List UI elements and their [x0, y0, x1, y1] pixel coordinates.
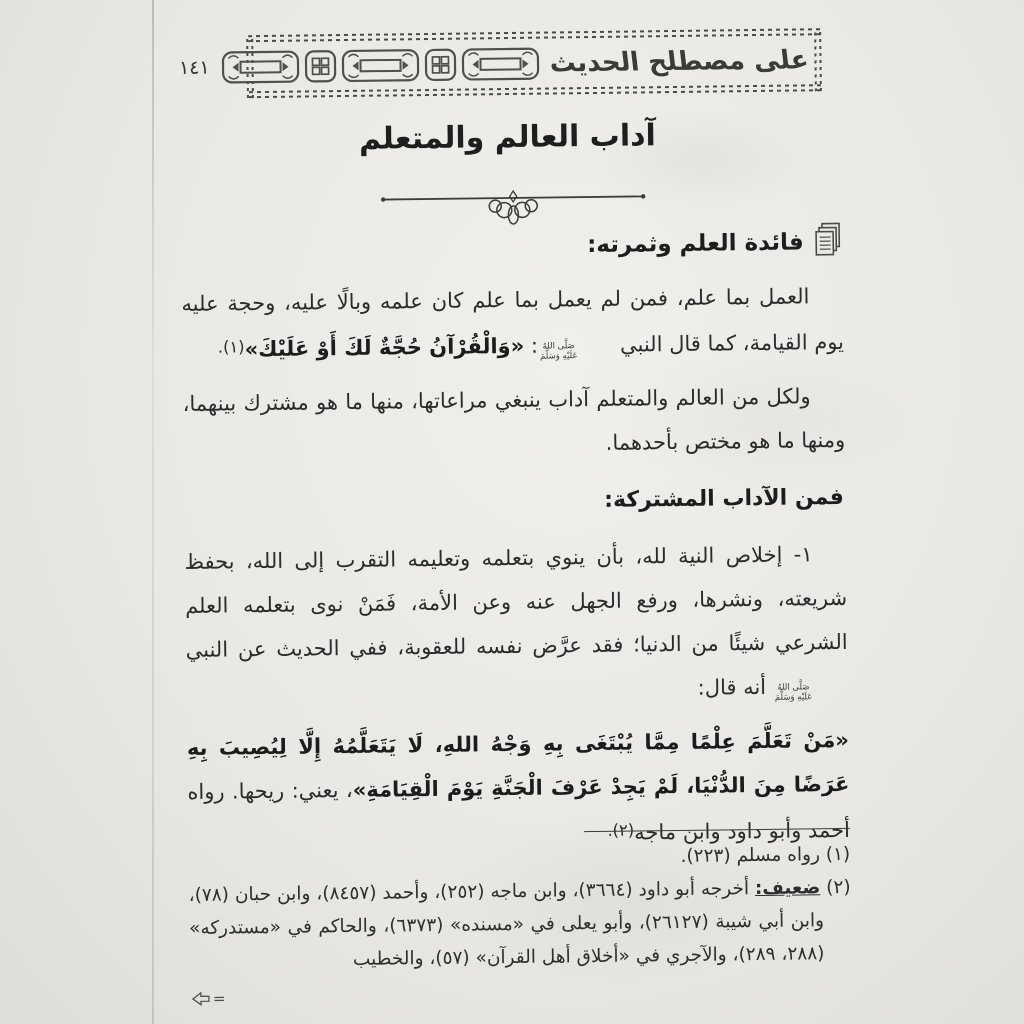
paragraph-3 [184, 532, 848, 716]
quran-quote: «وَالْقُرْآنُ حُجَّةٌ لَكَ أَوْ عَلَيْكَ» [244, 333, 525, 362]
cartouche-ornament-icon [460, 46, 540, 83]
footnotes-section [188, 828, 852, 978]
paragraph-text: : [524, 333, 539, 358]
cartouche-ornament-icon [340, 47, 420, 84]
page-number: ١٤١ [178, 56, 210, 80]
paragraph-text: ، يعني: ريحها. رواه أحمد وأبو داود وابن ماجه [187, 777, 851, 845]
grid-ornament-icon [423, 47, 457, 83]
cartouche-ornament-icon [220, 49, 300, 86]
footnote-continuation-mark [192, 990, 226, 1008]
section-heading: فائدة العلم وثمرته: [586, 229, 804, 259]
band-border-right [814, 29, 823, 91]
paragraph-text: أنه قال: [697, 674, 773, 700]
paragraph-text: العمل بما علم، فمن لم يعمل بما علم كان علمه وبالًا عليه، وحجة عليه يوم القيامة، كما قال النبي [181, 284, 845, 357]
subheading-shared-etiquette: فمن الآداب المشتركة: [604, 484, 844, 513]
footnote-ref-2: (٢). [607, 820, 635, 840]
footnote-ref-1: (١). [217, 337, 245, 357]
footnote-text: (١) رواه مسلم (٢٢٣). [680, 843, 851, 867]
band-content [178, 37, 813, 90]
salla-seal-mark: صَلَّى اللهُ عَلَيْهِ وَسَلَّمَ [774, 682, 813, 703]
hadith-quote: «مَنْ تَعَلَّمَ عِلْمًا مِمَّا يُبْتَغَى بِهِ وَجْهُ اللهِ، لَا يَتَعَلَّمُهُ إِلَّا لِيُصِيبَ بِهِ عَرَضًا مِنَ الدُّنْيَا، لَمْ يَجِدْ عَرْفَ الْجَنَّةِ يَوْمَ الْقِيَامَةِ» [186, 727, 850, 802]
left-arrow-icon [192, 992, 210, 1006]
paragraph-text: ولكل من العالم والمتعلم آداب ينبغي مراعاتها، منها ما هو مشترك بينهما، ومنها ما هو مختص بأحدهما. [182, 384, 846, 455]
header-band [178, 28, 823, 99]
footnote-2 [188, 871, 851, 978]
continuation-equals: = [212, 989, 226, 1008]
chapter-title: آداب العالم والمتعلم [358, 118, 657, 157]
footnote-number: (٢) [820, 876, 851, 899]
salla-seal-mark: صَلَّى اللهُ عَلَيْهِ وَسَلَّمَ [540, 341, 578, 362]
grid-ornament-icon [303, 48, 337, 84]
hadith-grade-label: ضعيف: [754, 877, 821, 900]
paragraph-text: ١- إخلاص النية لله، بأن ينوي بتعلمه وتعليمه التقرب إلى الله، بحفظ شريعته، ونشرها، ورفع الجهل عنه وعن الأمة، فَمَنْ نوى بتعلمه العلم الشرعي شيئًا من الدنيا؛ فقد عرَّض نفسه للعقوبة، ففي الحديث عن النبي [184, 542, 848, 662]
paragraph-1 [181, 274, 844, 372]
paragraph-2 [182, 374, 845, 470]
pages-icon [812, 222, 842, 262]
section-heading-row [587, 222, 843, 265]
body-text [181, 274, 850, 870]
header-ornaments [220, 46, 540, 86]
book-title-calligraphy: على مصطلح الحديث [547, 45, 811, 79]
footnote-text: أخرجه أبو داود (٣٦٦٤)، وابن ماجه (٢٥٢)، وأحمد (٨٤٥٧)، وابن حبان (٧٨)، وابن أبي شيبة (٢٦١٢٧)، وأبو يعلى في «مسنده» (٦٣٧٣)، والحاكم في «مستدركه» (٢٨٨، ٢٨٩)، والآجري في «أخلاق أهل القرآن» (٥٧)، والخطيب [188, 878, 825, 970]
